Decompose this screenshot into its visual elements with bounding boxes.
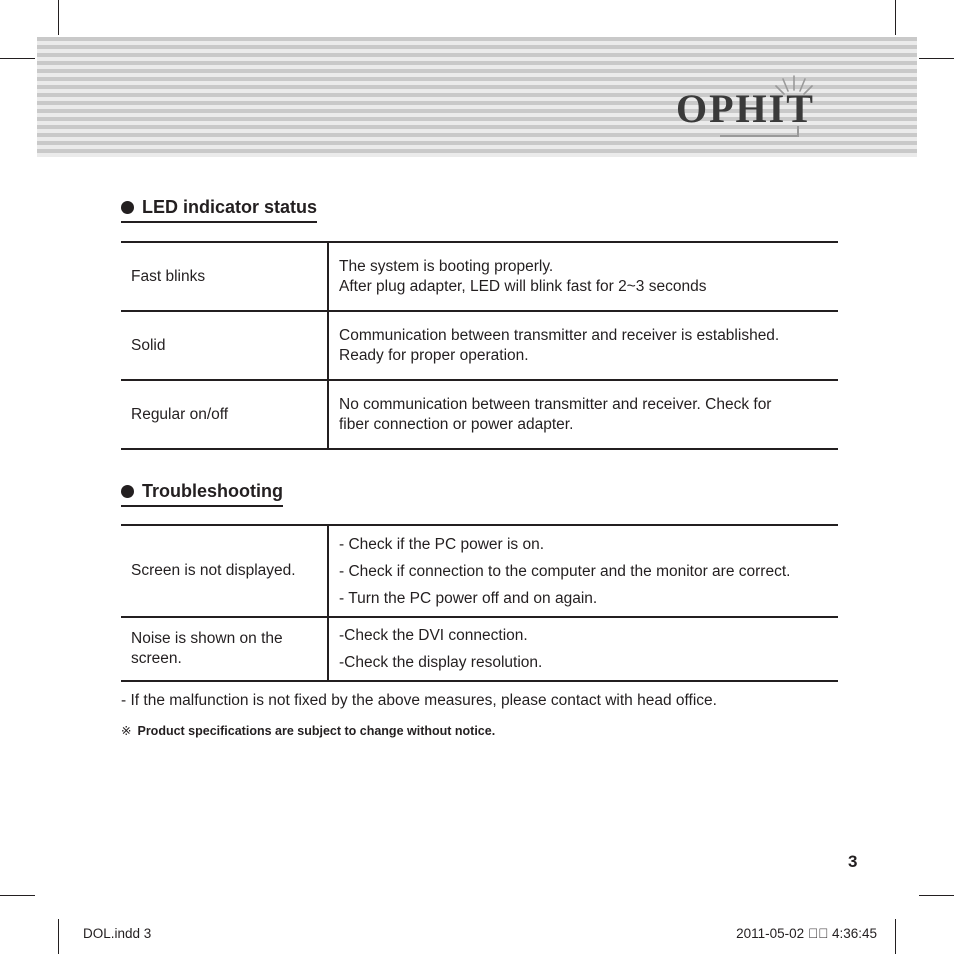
description-line: After plug adapter, LED will blink fast for 2~3 seconds bbox=[339, 277, 707, 295]
step-line: -Check the display resolution. bbox=[339, 654, 543, 671]
table-row bbox=[121, 525, 838, 617]
led-state: Regular on/off bbox=[121, 380, 328, 449]
led-state: Solid bbox=[121, 311, 328, 380]
crop-mark bbox=[895, 919, 896, 954]
ophit-logo bbox=[672, 70, 842, 142]
description-line: The system is booting properly. bbox=[339, 257, 554, 275]
table-row bbox=[121, 242, 838, 311]
page-number: 3 bbox=[848, 852, 858, 871]
led-section-heading bbox=[121, 197, 317, 223]
table-row bbox=[121, 617, 838, 681]
description-line: Communication between transmitter and receiver is established. bbox=[339, 326, 780, 344]
steps-cell bbox=[328, 525, 838, 617]
step-line: -Check the DVI connection. bbox=[339, 627, 528, 644]
spec-notice-text: Product specifications are subject to change without notice. bbox=[137, 724, 496, 738]
bullet-icon bbox=[121, 485, 134, 498]
table-row bbox=[121, 311, 838, 380]
troubleshooting-title: Troubleshooting bbox=[142, 481, 283, 501]
slug-timestamp: 2011-05-02 ￿￿ 4:36:45 bbox=[736, 926, 877, 941]
logo-text: OPHIT bbox=[676, 86, 815, 131]
crop-mark bbox=[919, 895, 954, 896]
problem-line: Noise is shown on the bbox=[131, 630, 283, 647]
led-description bbox=[328, 380, 838, 449]
steps-cell bbox=[328, 617, 838, 681]
slug-file: DOL.indd 3 bbox=[83, 926, 152, 941]
led-section-title: LED indicator status bbox=[142, 197, 318, 217]
problem-cell: Screen is not displayed. bbox=[121, 525, 328, 617]
table-row bbox=[121, 380, 838, 449]
problem-cell bbox=[121, 617, 328, 681]
led-description bbox=[328, 242, 838, 311]
crop-mark bbox=[919, 58, 954, 59]
step-line: - Turn the PC power off and on again. bbox=[339, 589, 598, 607]
description-line: fiber connection or power adapter. bbox=[339, 415, 574, 433]
crop-mark bbox=[58, 919, 59, 954]
crop-mark bbox=[895, 0, 896, 35]
description-line: No communication between transmitter and receiver. Check for bbox=[339, 395, 772, 413]
crop-mark bbox=[58, 0, 59, 35]
step-line: - Check if the PC power is on. bbox=[339, 535, 545, 553]
led-state: Fast blinks bbox=[121, 242, 328, 311]
crop-mark bbox=[0, 895, 35, 896]
troubleshooting-table bbox=[121, 524, 838, 682]
step-line: - Check if connection to the computer and the monitor are correct. bbox=[339, 562, 791, 580]
spec-notice bbox=[121, 723, 495, 738]
crop-mark bbox=[0, 58, 35, 59]
led-status-table bbox=[121, 241, 838, 450]
problem-line: screen. bbox=[131, 650, 182, 667]
contact-footnote: - If the malfunction is not fixed by the above measures, please contact with head office. bbox=[121, 692, 717, 709]
bullet-icon bbox=[121, 201, 134, 214]
reference-mark-icon: ※ bbox=[121, 724, 132, 738]
led-description bbox=[328, 311, 838, 380]
troubleshooting-heading bbox=[121, 481, 283, 507]
description-line: Ready for proper operation. bbox=[339, 346, 529, 364]
